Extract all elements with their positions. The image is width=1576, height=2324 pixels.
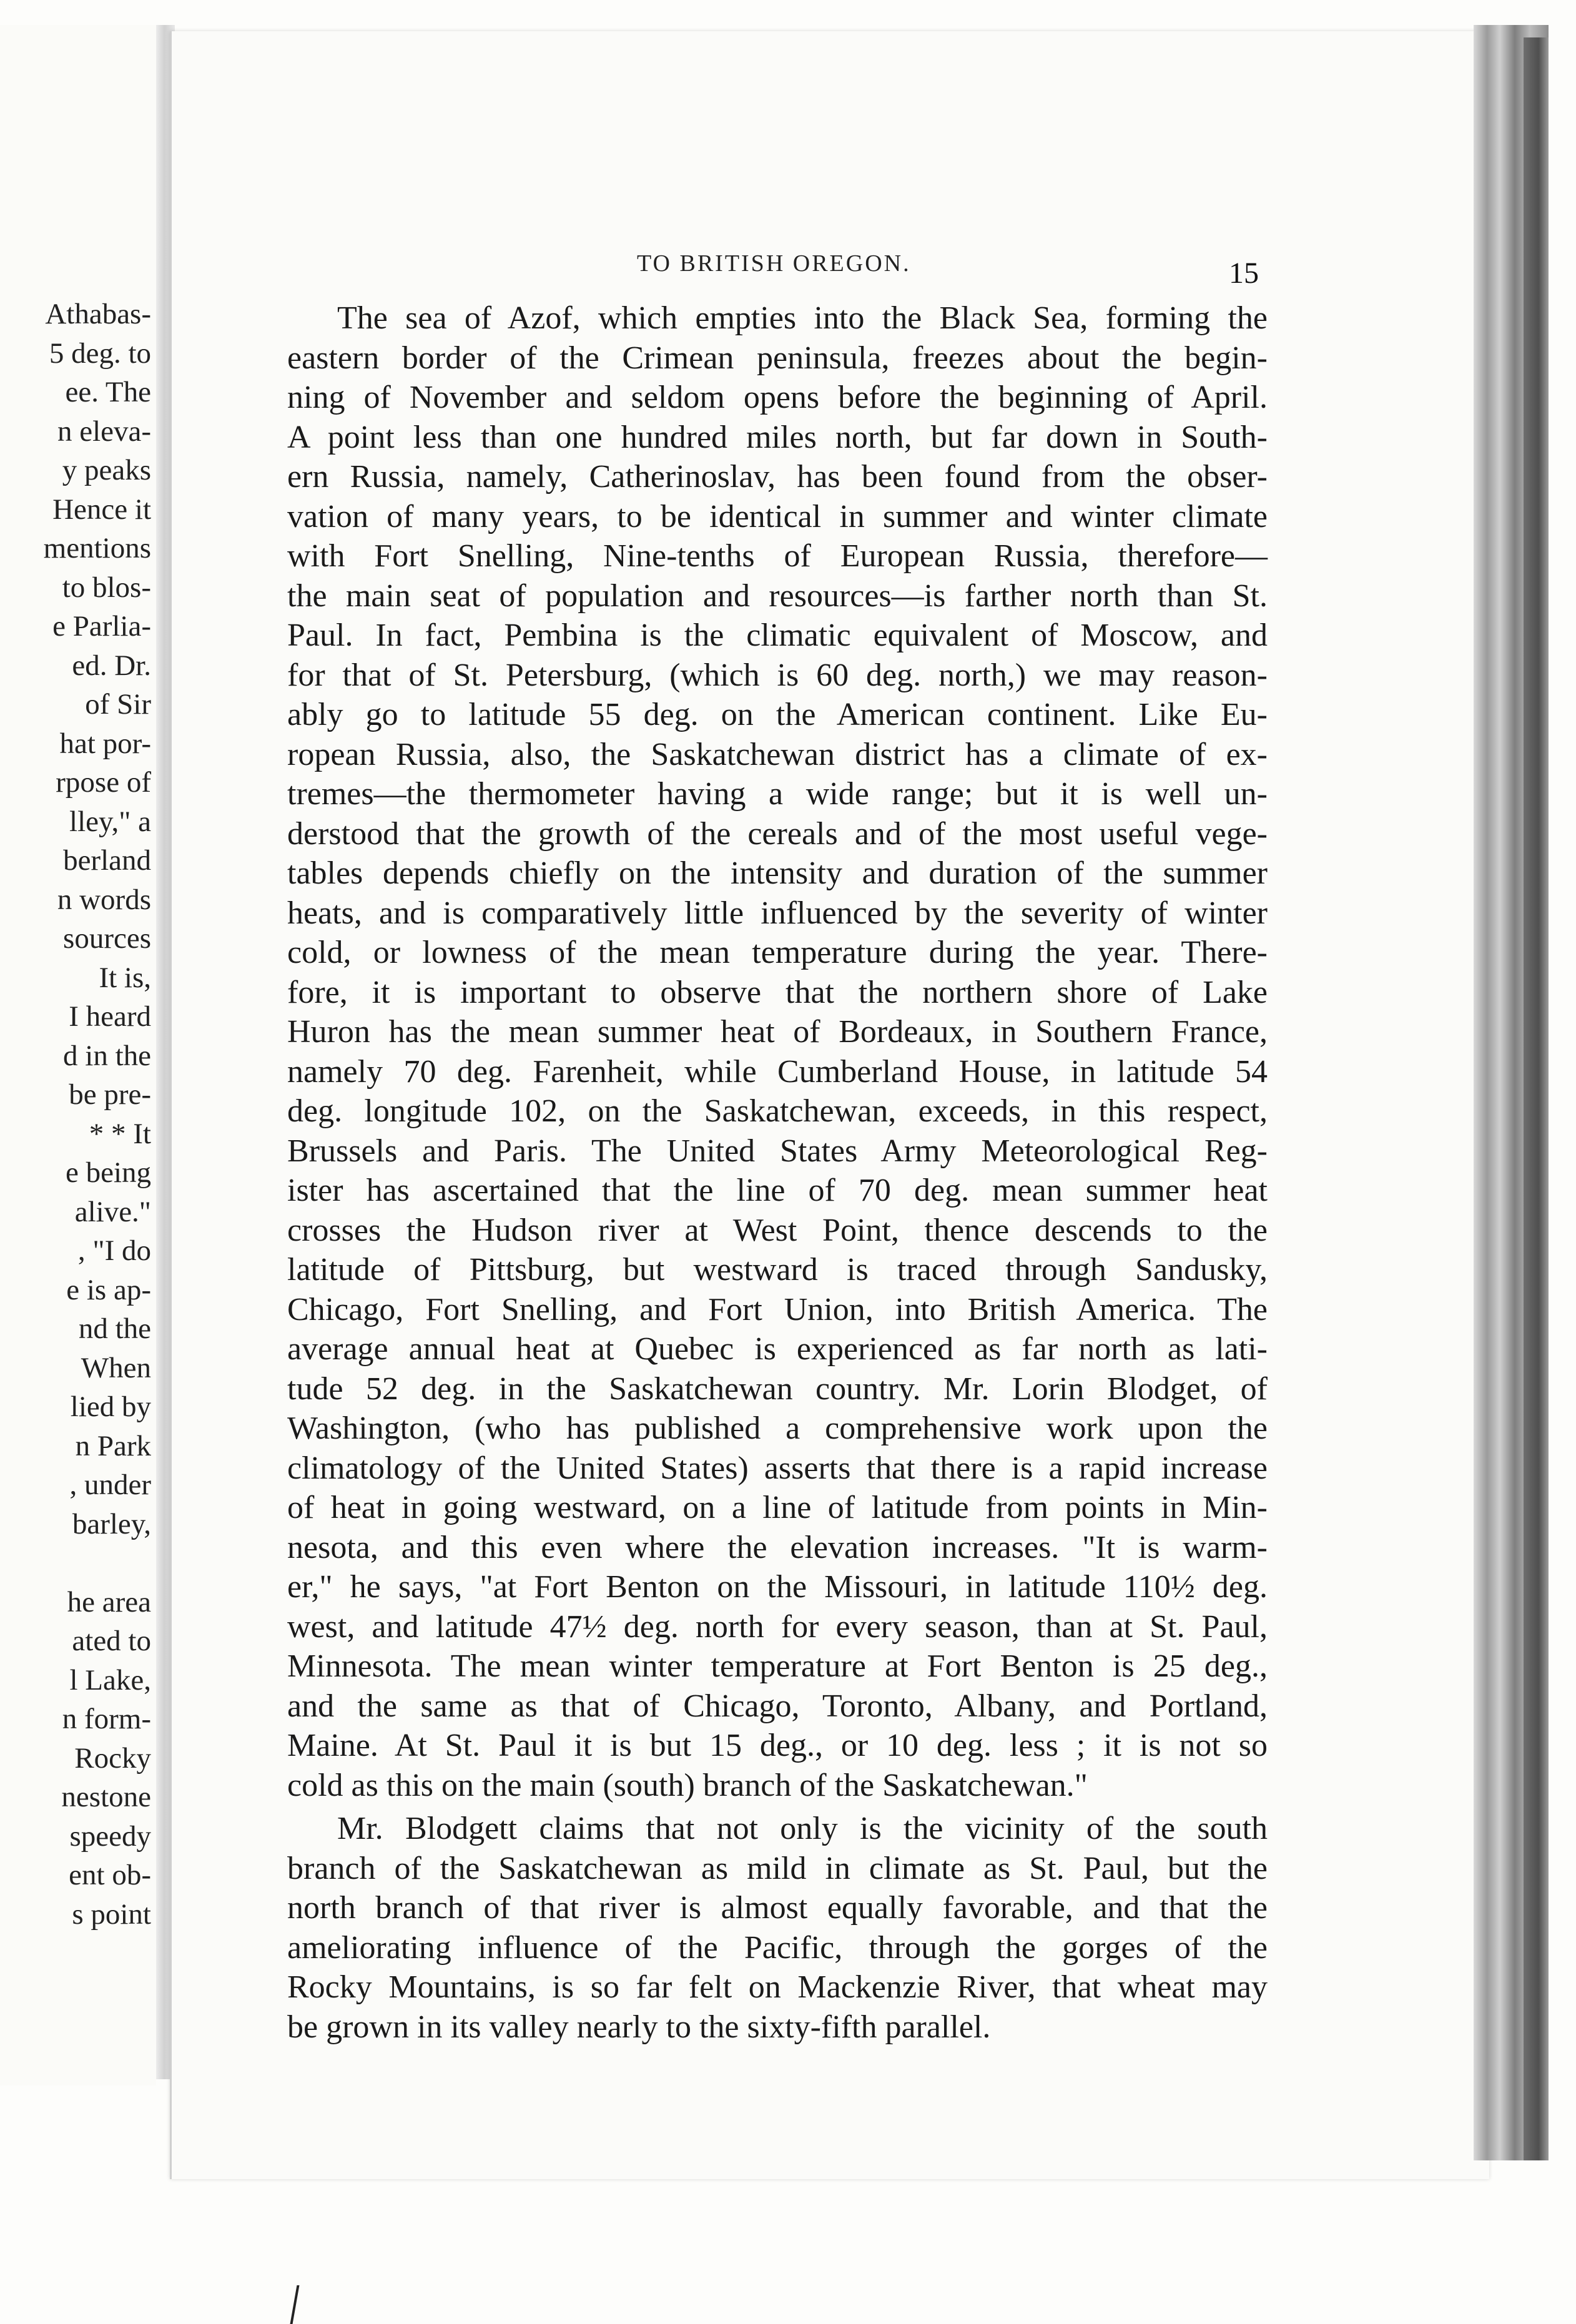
left-page-line: e being (65, 1156, 151, 1189)
left-page-line: ent ob- (69, 1859, 151, 1891)
text-line: heats, and is comparatively little influenced by the severity of winter (287, 895, 1268, 931)
text-line: west, and latitude 47½ deg. north for every season, than at St. Paul, (287, 1608, 1268, 1645)
text-line: derstood that the growth of the cereals and of the most useful vege- (287, 815, 1268, 852)
left-page-line: Athabas- (45, 298, 151, 330)
left-page-line: barley, (72, 1507, 151, 1540)
left-page-line: n form- (62, 1703, 151, 1735)
left-page-line: he area (67, 1585, 151, 1618)
left-page-line: Rocky (74, 1741, 151, 1775)
text-line: ably go to latitude 55 deg. on the American continent. Like Eu- (287, 697, 1268, 732)
left-page-line: I heard (69, 1000, 151, 1033)
text-line: cold, or lowness of the mean temperature during the year. There- (287, 935, 1268, 970)
left-page-line: lied by (70, 1391, 151, 1423)
left-page-line: to blos- (62, 571, 151, 604)
text-line: nesota, and this even where the elevation increases. "It is warm- (287, 1529, 1268, 1565)
left-page-line: mentions (43, 532, 151, 564)
left-page-line: s point (72, 1898, 151, 1931)
left-page-line: berland (63, 844, 151, 877)
text-line: deg. longitude 102, on the Saskatchewan, exceeds, in this respect, (287, 1093, 1268, 1129)
left-page-line: hat por- (59, 727, 151, 760)
left-page-line: , "I do (77, 1234, 151, 1267)
text-line: Rocky Mountains, is so far felt on Mackenzie River, that wheat may (287, 1969, 1268, 2005)
left-page-line: It is, (99, 961, 151, 994)
left-page-line: ed. Dr. (72, 649, 151, 682)
text-line: tables depends chiefly on the intensity and duration of the summer (287, 855, 1268, 891)
text-line: ern Russia, namely, Catherinoslav, has been found from the obser- (287, 459, 1268, 495)
text-line: eastern border of the Crimean peninsula, freezes about the begin- (287, 340, 1268, 376)
text-line: and the same as that of Chicago, Toronto, Albany, and Portland, (287, 1688, 1268, 1724)
previous-page-fragment (0, 25, 156, 2085)
left-page-line: e Parlia- (52, 610, 151, 643)
left-page-line: nd the (78, 1312, 151, 1345)
text-line: ameliorating influence of the Pacific, through the gorges of the (287, 1929, 1268, 1966)
text-line: climatology of the United States) asserts that there is a rapid increase (287, 1450, 1268, 1486)
left-page-line: speedy (69, 1819, 151, 1853)
left-page-line: n Park (75, 1429, 151, 1462)
text-line: crosses the Hudson river at West Point, thence descends to the (287, 1212, 1268, 1248)
left-page-line: rpose of (56, 766, 151, 799)
text-line: with Fort Snelling, Nine-tenths of European Russia, therefore— (287, 538, 1268, 574)
left-page-line: * * It (89, 1117, 151, 1150)
running-head: TO BRITISH OREGON. (637, 250, 911, 277)
left-page-line: be pre- (69, 1078, 151, 1111)
text-line: Brussels and Paris. The United States Army Meteorological Reg- (287, 1133, 1268, 1169)
left-page-line: ee. The (65, 376, 151, 408)
text-line: Mr. Blodgett claims that not only is the vicinity of the south (337, 1811, 1268, 1846)
text-line: er," he says, "at Fort Benton on the Missouri, in latitude 110½ deg. (287, 1569, 1268, 1605)
left-page-line: y peaks (62, 454, 151, 486)
text-line: The sea of Azof, which empties into the Black Sea, forming the (337, 300, 1268, 336)
left-page-line: When (81, 1351, 151, 1384)
text-line: Paul. In fact, Pembina is the climatic equivalent of Moscow, and (287, 618, 1268, 653)
left-page-line: lley," a (69, 805, 151, 838)
left-page-line: of Sir (85, 688, 151, 721)
text-line: cold as this on the main (south) branch of the Saskatchewan." (287, 1767, 1088, 1803)
left-page-line: sources (63, 922, 151, 955)
text-line: of heat in going westward, on a line of latitude from points in Min- (287, 1490, 1268, 1525)
text-line: ropean Russia, also, the Saskatchewan district has a climate of ex- (287, 736, 1268, 772)
text-line: tude 52 deg. in the Saskatchewan country. Mr. Lorin Blodget, of (287, 1371, 1268, 1407)
text-line: ister has ascertained that the line of 70 deg. mean summer heat (287, 1173, 1268, 1208)
left-page-line: 5 deg. to (49, 337, 151, 370)
left-page-line: , under (69, 1469, 151, 1501)
text-line: Washington, (who has published a comprehensive work upon the (287, 1411, 1268, 1446)
text-line: Huron has the mean summer heat of Bordeaux, in Southern France, (287, 1014, 1268, 1050)
scan-artifact-mark (290, 2285, 300, 2324)
text-line: north branch of that river is almost equally favorable, and that the (287, 1890, 1268, 1926)
text-line: fore, it is important to observe that the northern shore of Lake (287, 974, 1268, 1010)
left-page-line: ated to (72, 1625, 151, 1657)
left-page-line: nestone (61, 1781, 151, 1813)
left-page-line: l Lake, (69, 1663, 151, 1696)
text-line: vation of many years, to be identical in summer and winter climate (287, 498, 1268, 534)
text-line: ning of November and seldom opens before the beginning of April. (287, 380, 1268, 415)
left-page-line: alive." (74, 1195, 151, 1228)
text-line: tremes—the thermometer having a wide range; but it is well un- (287, 776, 1268, 812)
text-line: branch of the Saskatchewan as mild in climate as St. Paul, but the (287, 1850, 1268, 1886)
left-page-line: n words (57, 883, 151, 916)
text-line: average annual heat at Quebec is experienced as far north as lati- (287, 1331, 1268, 1367)
left-page-line: d in the (63, 1039, 151, 1072)
left-page-line: Hence it (52, 493, 151, 526)
text-line: Minnesota. The mean winter temperature at Fort Benton is 25 deg., (287, 1648, 1268, 1684)
text-line: Maine. At St. Paul it is but 15 deg., or 10 deg. less ; it is not so (287, 1728, 1268, 1763)
text-line: for that of St. Petersburg, (which is 60 deg. north,) we may reason- (287, 657, 1268, 693)
text-line: be grown in its valley nearly to the sixty-fifth parallel. (287, 2009, 991, 2045)
text-line: Chicago, Fort Snelling, and Fort Union, into British America. The (287, 1291, 1268, 1327)
left-page-line: n eleva- (57, 415, 151, 448)
text-line: the main seat of population and resources—is farther north than St. (287, 578, 1268, 614)
page-edges-shadow (1524, 37, 1549, 2160)
text-line: latitude of Pittsburg, but westward is traced through Sandusky, (287, 1252, 1268, 1288)
left-page-line: e is ap- (66, 1273, 151, 1306)
text-line: A point less than one hundred miles north, but far down in South- (287, 419, 1268, 455)
text-line: namely 70 deg. Farenheit, while Cumberland House, in latitude 54 (287, 1053, 1268, 1090)
page-number: 15 (1229, 257, 1259, 290)
